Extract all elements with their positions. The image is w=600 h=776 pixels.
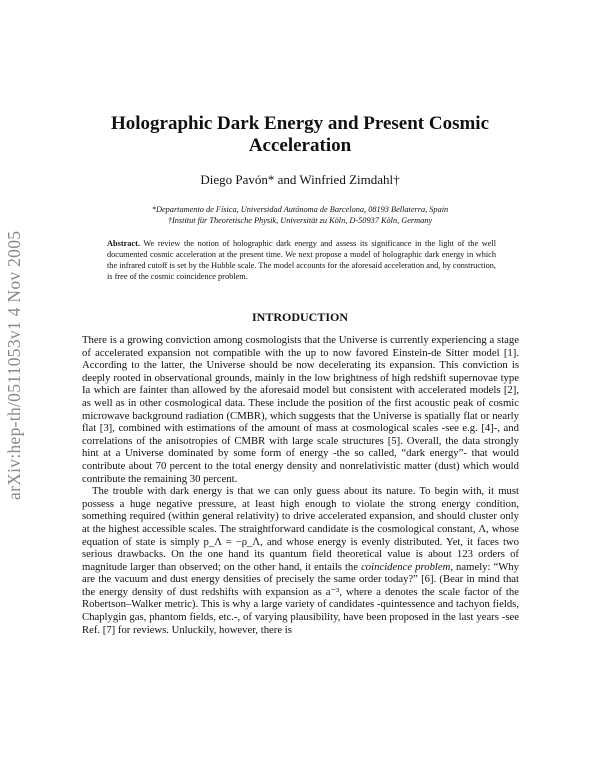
abstract [107, 238, 496, 282]
abstract-text: We review the notion of holographic dark energy and assess its significance in the light of the well documented cosmic acceleration at the present time. We next propose a model of holographic dark energy in which the infrared cutoff is set by the Hubble scale. The model accounts for the aforesaid acceleration and, by construction, is free of the cosmic coincidence problem. [107, 239, 496, 281]
affiliation-1: *Departamento de Física, Universidad Autónoma de Barcelona, 08193 Bellaterra, Spain [151, 205, 449, 214]
paragraph-2-emphasis: coincidence problem, [361, 560, 454, 573]
paragraph-2-part-2: namely: “Why are the vacuum and dust energy densities of precisely the same order today?” [6]. (Bear in mind that the energy density of dust redshifts with expansion as a⁻³, where a denotes the scale factor of the Robertson–Walker metric). This is why a large variety of candidates -quintessence and tachyon fields, Chaplygin gas, phantom fields, etc.-, of varying plausibility, have been proposed in the last years -see Ref. [7] for reviews. Unluckily, however, there is [82, 560, 520, 636]
affiliation-2: †Institut für Theoretische Physik, Universität zu Köln, D-50937 Köln, Germany [167, 216, 433, 225]
paragraph-1: There is a growing conviction among cosmologists that the Universe is currently experiencing a stage of accelerated expansion not compatible with the up to now favored Einstein-de Sitter model [1]. According to the latter, the Universe should be now decelerating its expansion. This conviction is deeply rooted in observational grounds, mainly in the low brightness of high redshift supernovae type Ia which are fainter than allowed by the aforesaid model but consistent with accelerated models [2], as well as in other cosmological data. These include the position of the first acoustic peak of cosmic microwave background radiation (CMBR), which suggests that the Universe is spatially flat or nearly flat [3], combined with estimations of the amount of mass at cosmological scales -see e.g. [4]-, and correlations of the anisotropies of CMBR with large scale structures [5]. Overall, the data strongly hint at a Universe dominated by some form of energy -the so called, “dark energy”- that would contribute about 70 percent to the total energy density and nonrelativistic matter (dust) which would contribute the remaining 30 percent. [82, 334, 519, 485]
paper-title: Holographic Dark Energy and Present Cosmic Acceleration [110, 113, 490, 156]
affiliations [105, 204, 495, 226]
arxiv-stamp: arXiv:hep-th/0511053v1 4 Nov 2005 [4, 230, 24, 500]
paragraph-2-part-1: The trouble with dark energy is that we can only guess about its nature. To begin with, it must possess a huge negative pressure, at least high enough to violate the strong energy condition, something required (within general relativity) to drive accelerated expansion, and should cluster only at the highest accessible scales. The straightforward candidate is the cosmological constant, Λ, whose equation of state is simply p_Λ = −ρ_Λ, and whose energy is evenly distributed. Yet, it faces two serious drawbacks. On the one hand its quantum field theoretical value is about 123 orders of magnitude larger than observed; on the other hand, it entails the [82, 485, 519, 573]
section-heading: INTRODUCTION [251, 310, 348, 324]
paper-authors: Diego Pavón* and Winfried Zimdahl† [200, 172, 400, 187]
paragraph-2 [82, 485, 519, 636]
abstract-label: Abstract. [107, 239, 140, 248]
body-text [82, 334, 519, 636]
